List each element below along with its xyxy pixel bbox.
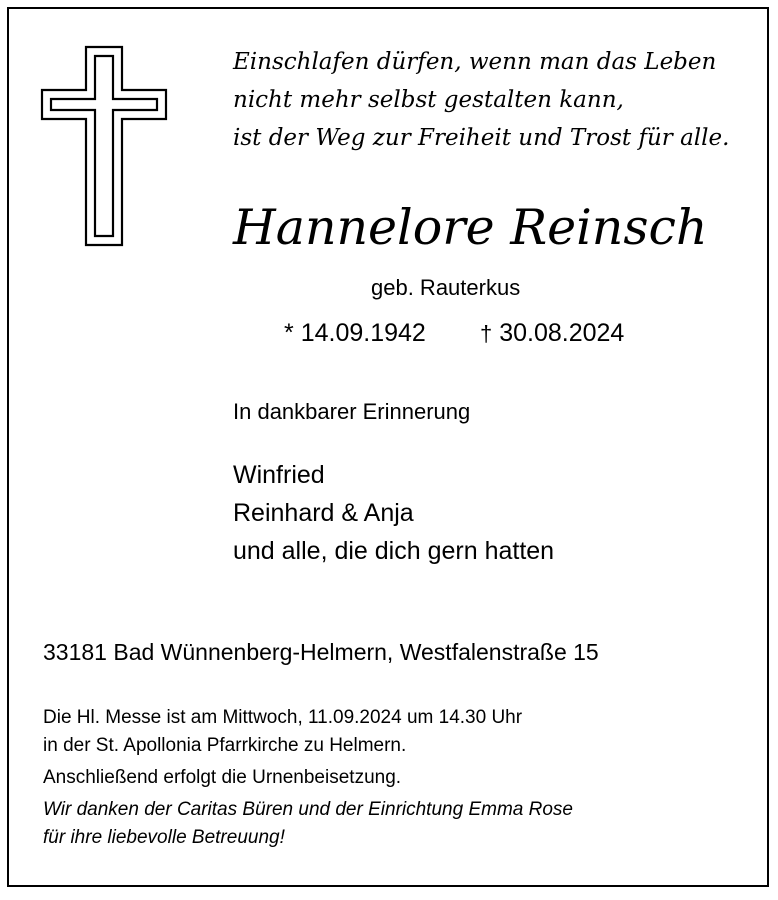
service-notes (43, 704, 573, 852)
poem-line: ist der Weg zur Freiheit und Trost für alle. (233, 125, 730, 151)
poem-line: nicht mehr selbst gestalten kann, (233, 87, 624, 113)
poem-line: Einschlafen dürfen, wenn man das Leben (233, 49, 717, 75)
death-date-line (480, 317, 624, 350)
birth-date: 14.09.1942 (300, 319, 426, 347)
birth-name: geb. Rauterkus (371, 275, 521, 300)
mourners-list (233, 456, 554, 570)
cross-icon (40, 45, 168, 247)
mass-info-line: in der St. Apollonia Pfarrkirche zu Helmern. (43, 735, 407, 756)
poem (233, 43, 729, 157)
death-cross-symbol: † (480, 321, 493, 346)
gratitude-line: In dankbarer Erinnerung (233, 399, 471, 424)
thanks-line: für ihre liebevolle Betreuung! (43, 827, 285, 848)
mourner-item: Reinhard & Anja (233, 499, 414, 527)
mass-info-line: Die Hl. Messe ist am Mittwoch, 11.09.2024 um 14.30 Uhr (43, 707, 523, 728)
thanks-line: Wir danken der Caritas Büren und der Einrichtung Emma Rose (43, 799, 573, 820)
mourner-item: Winfried (233, 461, 325, 489)
birth-symbol: * (284, 319, 294, 347)
death-date: 30.08.2024 (499, 319, 625, 347)
deceased-name: Hannelore Reinsch (233, 199, 708, 256)
birth-date-line (284, 317, 426, 349)
address: 33181 Bad Wünnenberg-Helmern, Westfalenstraße 15 (43, 639, 599, 665)
burial-info: Anschließend erfolgt die Urnenbeisetzung. (43, 767, 402, 788)
mourner-item: und alle, die dich gern hatten (233, 537, 555, 565)
